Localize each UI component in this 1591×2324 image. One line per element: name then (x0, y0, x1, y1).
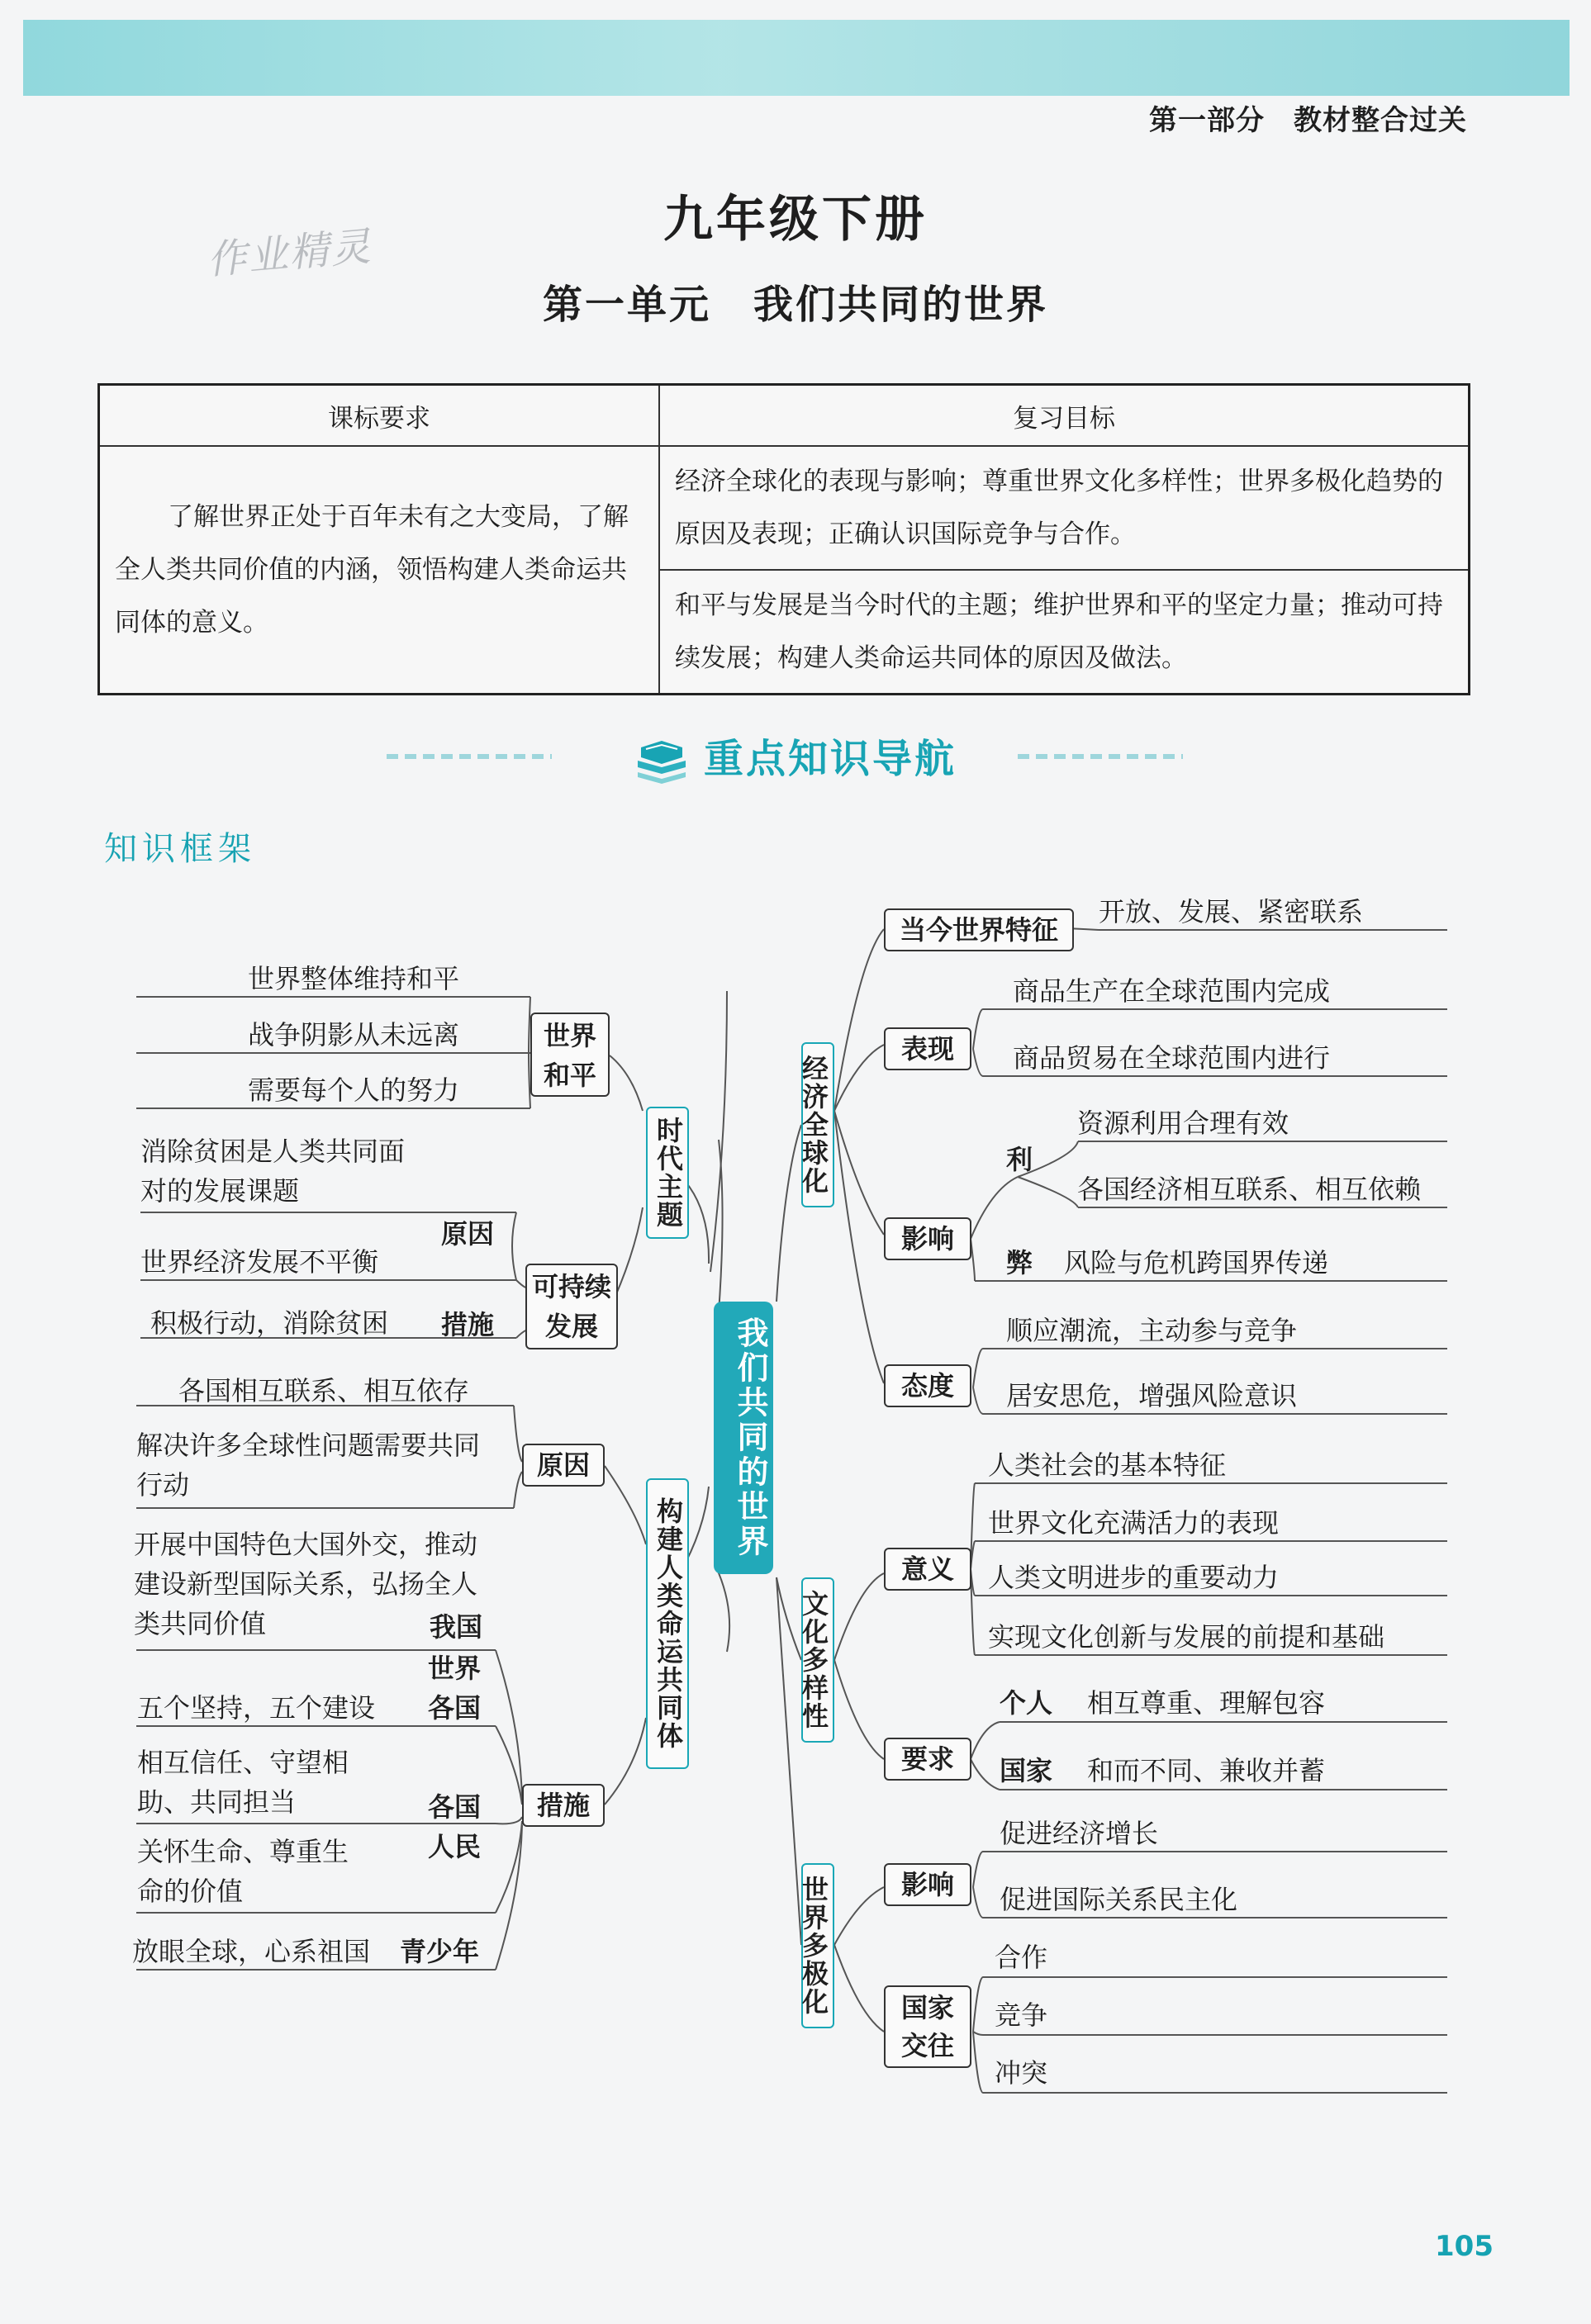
measure-world-label: 世界各国 (428, 1653, 482, 1724)
node-state-relations: 国家交往 (884, 1985, 971, 2068)
attitude-item-2: 居安思危，增强风险意识 (1006, 1380, 1298, 1411)
measure-china-label: 我国 (430, 1611, 483, 1643)
standard-requirement-text: 了解世界正处于百年未有之大变局，了解全人类共同价值的内涵，领悟构建人类命运共同体的意义。 (115, 502, 629, 638)
node-community-measure: 措施 (522, 1784, 605, 1827)
sustain-measure-label: 措施 (441, 1309, 495, 1340)
unit-title: 第一单元 我们共同的世界 (542, 282, 1048, 328)
sustain-measure-item: 积极行动，消除贫困 (150, 1307, 389, 1339)
node-community-shared-future: 构建人类命运共同体 (646, 1478, 689, 1769)
node-economic-impact: 影响 (884, 1217, 971, 1260)
review-goal-1: 经济全球化的表现与影响；尊重世界文化多样性；世界多极化趋势的原因及表现；正确认识国际竞争与合作。 (659, 446, 1470, 570)
relations-item-cooperation: 合作 (995, 1942, 1048, 1973)
node-community-reason: 原因 (522, 1444, 605, 1487)
feature-item: 开放、发展、紧密联系 (1099, 896, 1364, 927)
book-title: 九年级下册 (663, 191, 928, 249)
impact-con-item: 风险与危机跨国界传递 (1064, 1247, 1329, 1278)
peace-item-1: 世界整体维持和平 (248, 963, 460, 994)
node-sustainable-development: 可持续发展 (525, 1264, 618, 1349)
require-nation-label: 国家 (1000, 1755, 1053, 1786)
multipolar-impact-item-1: 促进经济增长 (1000, 1818, 1159, 1849)
peace-item-3: 需要每个人的努力 (248, 1074, 460, 1106)
meaning-item-3: 人类文明进步的重要动力 (988, 1562, 1280, 1593)
sustain-reason-item-2: 世界经济发展不平衡 (140, 1246, 379, 1278)
require-personal-label: 个人 (1000, 1687, 1053, 1719)
impact-con-label: 弊 (1006, 1247, 1033, 1278)
relations-item-conflict: 冲突 (995, 2057, 1048, 2089)
node-economic-globalization: 经济全球化 (801, 1042, 834, 1207)
impact-pro-label: 利 (1006, 1144, 1033, 1175)
attitude-item-1: 顺应潮流，主动参与竞争 (1006, 1315, 1298, 1346)
measure-youth-label: 青少年 (400, 1936, 480, 1967)
measure-people-label: 各国人民 (428, 1791, 482, 1862)
framework-label: 知识框架 (104, 830, 256, 868)
sustain-reason-label: 原因 (441, 1218, 495, 1250)
col-header-goals: 复习目标 (659, 385, 1470, 447)
impact-pro-item-2: 各国经济相互联系、相互依赖 (1077, 1174, 1422, 1205)
community-reason-item-2: 解决许多全球性问题需要共同行动 (136, 1430, 481, 1501)
node-culture-meaning: 意义 (884, 1548, 971, 1591)
node-world-peace: 世界和平 (530, 1013, 610, 1097)
measure-people-text-2: 关怀生命、尊重生命的价值 (137, 1836, 349, 1907)
community-reason-item-1: 各国相互联系、相互依存 (178, 1375, 470, 1406)
node-performance: 表现 (884, 1027, 971, 1070)
measure-world-text: 五个坚持，五个建设 (137, 1692, 376, 1724)
node-attitude: 态度 (884, 1364, 971, 1407)
review-goal-2: 和平与发展是当今时代的主题；维护世界和平的坚定力量；推动可持续发展；构建人类命运共同体的原因及做法。 (659, 570, 1470, 695)
node-world-feature: 当今世界特征 (884, 908, 1074, 951)
meaning-item-1: 人类社会的基本特征 (988, 1449, 1227, 1481)
performance-item-1: 商品生产在全球范围内完成 (1013, 975, 1331, 1007)
section-title: 重点知识导航 (703, 736, 957, 782)
relations-item-competition: 竞争 (995, 1999, 1048, 2031)
impact-pro-item-1: 资源利用合理有效 (1077, 1107, 1289, 1139)
measure-youth-text: 放眼全球，心系祖国 (132, 1936, 371, 1967)
node-multipolar-impact: 影响 (884, 1863, 971, 1906)
node-multipolarity: 世界多极化 (801, 1863, 834, 2028)
measure-people-text-1: 相互信任、守望相助、共同担当 (137, 1747, 349, 1818)
require-personal-item: 相互尊重、理解包容 (1087, 1687, 1326, 1719)
multipolar-impact-item-2: 促进国际关系民主化 (1000, 1884, 1238, 1915)
mindmap-core: 我们共同的世界 (714, 1302, 773, 1574)
meaning-item-2: 世界文化充满活力的表现 (988, 1507, 1280, 1539)
node-cultural-diversity: 文化多样性 (801, 1577, 834, 1743)
node-era-theme: 时代主题 (646, 1107, 689, 1239)
measure-china-text: 开展中国特色大国外交，推动建设新型国际关系，弘扬全人类共同价值 (134, 1529, 478, 1639)
peace-item-2: 战争阴影从未远离 (248, 1019, 460, 1051)
page-header-part: 第一部分 教材整合过关 (1149, 104, 1467, 137)
node-culture-requirement: 要求 (884, 1738, 971, 1781)
col-header-standard: 课标要求 (99, 385, 660, 447)
page-number: 105 (1435, 2230, 1494, 2263)
meaning-item-4: 实现文化创新与发展的前提和基础 (988, 1621, 1385, 1653)
performance-item-2: 商品贸易在全球范围内进行 (1013, 1042, 1331, 1074)
require-nation-item: 和而不同、兼收并蓄 (1087, 1755, 1326, 1786)
sustain-reason-item-1: 消除贫困是人类共同面对的发展课题 (140, 1136, 406, 1207)
watermark: 作业精灵 (205, 223, 374, 284)
